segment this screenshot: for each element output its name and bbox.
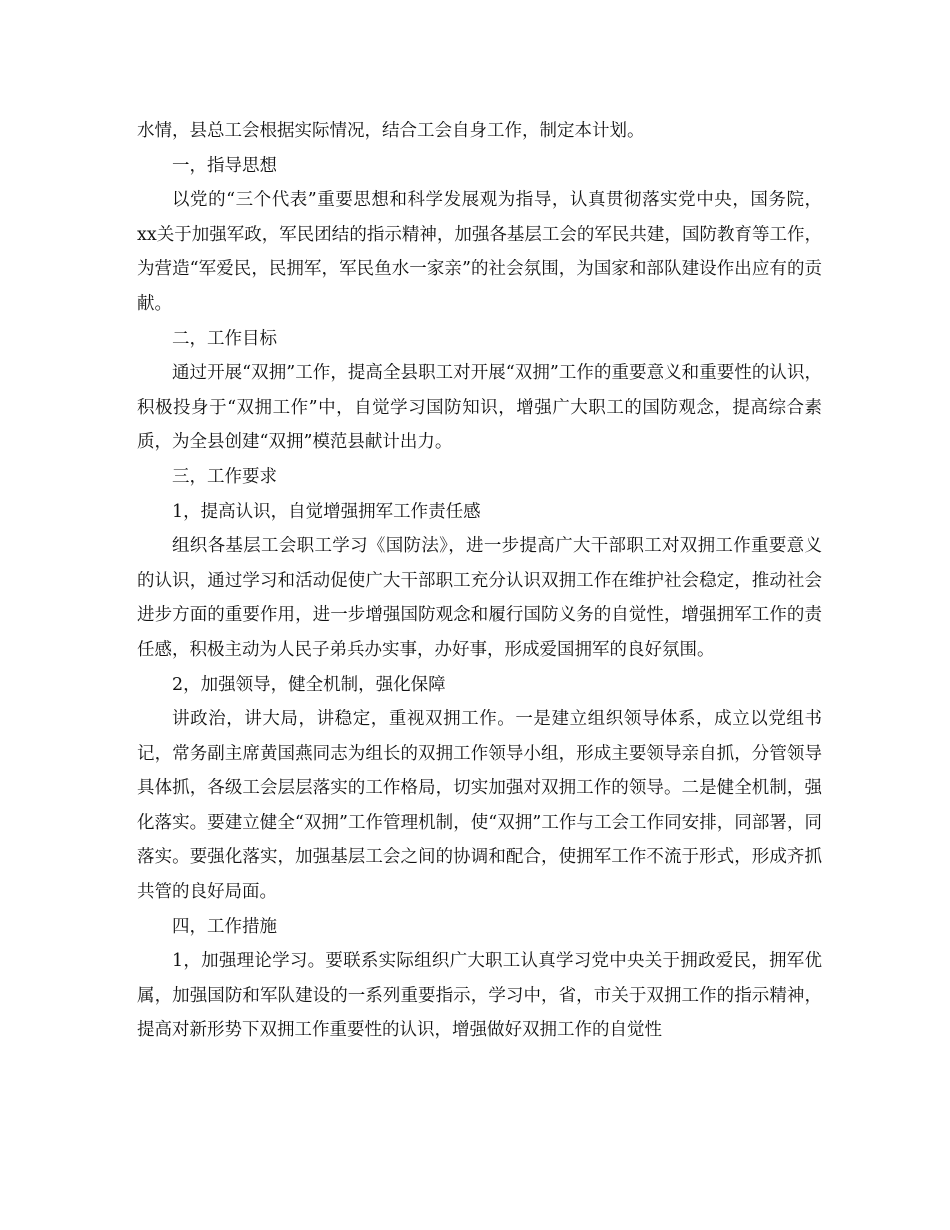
heading-work-requirements: 三，工作要求 — [172, 466, 277, 487]
heading-work-goals: 二，工作目标 — [172, 328, 277, 349]
heading-guiding-ideology: 一，指导思想 — [172, 155, 277, 176]
document-body — [137, 114, 822, 1048]
paragraph-raise-awareness: 组织各基层工会职工学习《国防法》，进一步提高广大干部职工对双拥工作重要意义的认识，通过学习和活动促使广大干部职工充分认识双拥工作在维护社会稳定，推动社会进步方面的重要作用，进一步增强国防观念和履行国防义务的自觉性，增强拥军工作的责任感，积极主动为人民子弟兵办实事，办好事，形成爱国拥军的良好氛围。 — [137, 536, 822, 660]
paragraph-intro-continuation: 水情，县总工会根据实际情况，结合工会自身工作，制定本计划。 — [137, 121, 645, 141]
paragraph-theory-study: 1，加强理论学习。要联系实际组织广大职工认真学习党中央关于拥政爱民，拥军优属，加强国防和军队建设的一系列重要指示，学习中，省，市关于双拥工作的指示精神，提高对新形势下双拥工作重要性的认识，增强做好双拥工作的自觉性 — [137, 951, 822, 1041]
subheading-raise-awareness: 1，提高认识，自觉增强拥军工作责任感 — [172, 501, 481, 522]
heading-work-measures: 四，工作措施 — [172, 916, 277, 937]
paragraph-guiding-ideology: 以党的“三个代表”重要思想和科学发展观为指导，认真贯彻落实党中央，国务院，xx关于加强军政，军民团结的指示精神，加强各基层工会的军民共建，国防教育等工作，为营造“军爱民，民拥军，军民鱼水一家亲”的社会氛围，为国家和部队建设作出应有的贡献。 — [137, 190, 822, 314]
paragraph-work-goals: 通过开展“双拥”工作，提高全县职工对开展“双拥”工作的重要意义和重要性的认识，积极投身于“双拥工作”中，自觉学习国防知识，增强广大职工的国防观念，提高综合素质，为全县创建“双拥”模范县献计出力。 — [137, 363, 822, 453]
paragraph-strengthen-leadership: 讲政治，讲大局，讲稳定，重视双拥工作。一是建立组织领导体系，成立以党组书记，常务副主席黄国燕同志为组长的双拥工作领导小组，形成主要领导亲自抓，分管领导具体抓，各级工会层层落实的工作格局，切实加强对双拥工作的领导。二是健全机制，强化落实。要建立健全“双拥”工作管理机制，使“双拥”工作与工会工作同安排，同部署，同落实。要强化落实，加强基层工会之间的协调和配合，使拥军工作不流于形式，形成齐抓共管的良好局面。 — [137, 709, 822, 903]
subheading-strengthen-leadership: 2，加强领导，健全机制，强化保障 — [172, 674, 446, 695]
